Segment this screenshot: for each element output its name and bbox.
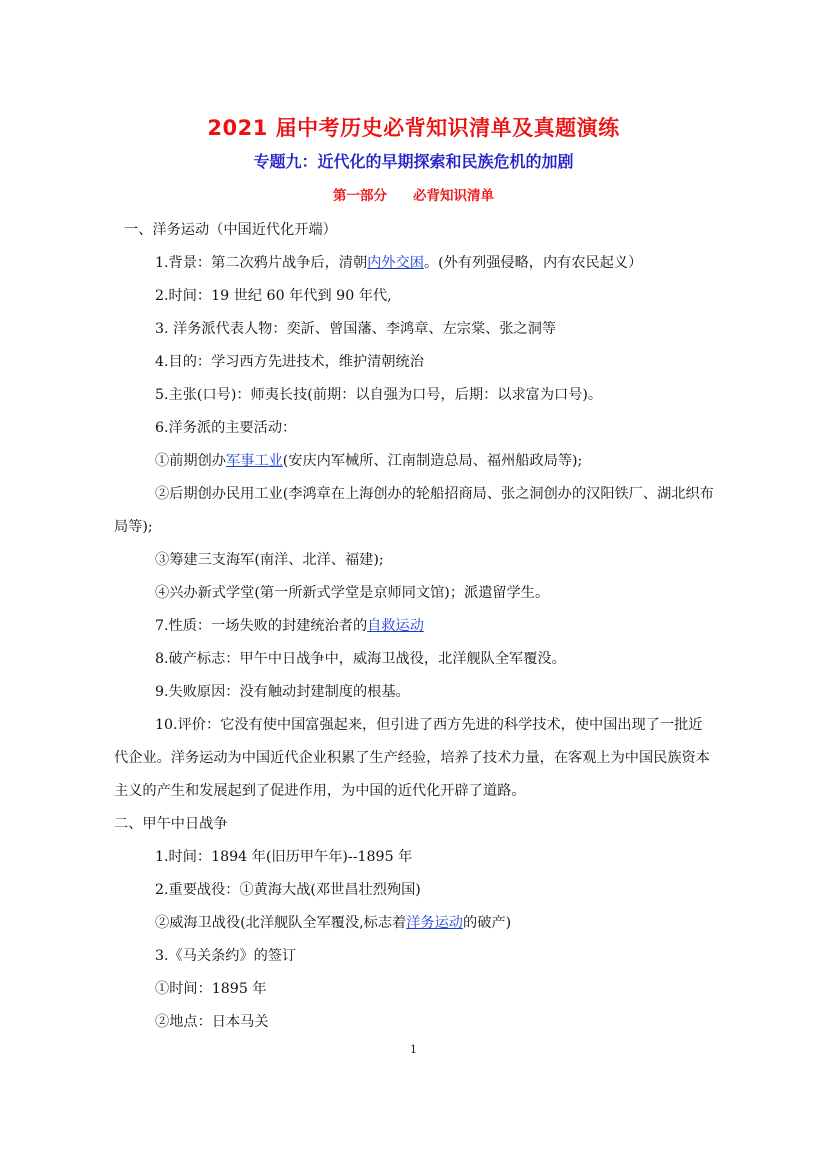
- page-number: 1: [410, 1043, 417, 1056]
- part-heading: [0, 184, 827, 204]
- list-item-schools: ④兴办新式学堂(第一所新式学堂是京师同文馆)；派遣留学生。: [155, 585, 550, 601]
- section-heading-1: 一、洋务运动（中国近代化开端）: [124, 222, 337, 238]
- text-span: (安庆内军械所、江南制造总局、福州船政局等);: [282, 453, 583, 469]
- paragraph-battles: 2.重要战役：①黄海大战(邓世昌壮烈殉国): [155, 882, 421, 898]
- link-neiwai-jiaokun[interactable]: 内外交困: [367, 255, 424, 271]
- paragraph-war-time: 1.时间：1894 年(旧历甲午年)--1895 年: [155, 849, 413, 865]
- text-span: ①前期创办: [155, 453, 226, 469]
- text-span: 1.背景：第二次鸦片战争后，清朝: [155, 255, 368, 271]
- paragraph-treaty: 3.《马关条约》的签订: [155, 948, 297, 964]
- paragraph-nature: [114, 610, 714, 643]
- paragraph-time: 2.时间：19 世纪 60 年代到 90 年代,: [155, 288, 392, 304]
- text-span: ②威海卫战役(北洋舰队全军覆没,标志着: [155, 915, 407, 931]
- list-item-military-industry: [114, 445, 714, 478]
- paragraph-activities: 6.洋务派的主要活动：: [155, 420, 297, 436]
- part-label: 第一部分: [333, 188, 387, 204]
- link-self-rescue[interactable]: 自救运动: [367, 618, 424, 634]
- document-subtitle: 专题九：近代化的早期探索和民族危机的加剧: [253, 152, 574, 171]
- paragraph-evaluation: 10.评价：它没有使中国富强起来，但引进了西方先进的科学技术，使中国出现了一批近代企业。洋务运动为中国近代企业积累了生产经验，培养了技术力量，在客观上为中国民族资本主义的产生和发展起到了促进作用，为中国的近代化开辟了道路。: [114, 717, 710, 799]
- link-military-industry[interactable]: 军事工业: [225, 453, 283, 469]
- paragraph-representatives: 3. 洋务派代表人物：奕訢、曾国藩、李鸿章、左宗棠、张之洞等: [155, 321, 557, 337]
- paragraph-slogan: 5.主张(口号)：师夷长技(前期：以自强为口号，后期：以求富为口号)。: [155, 387, 603, 403]
- text-span: 的破产): [463, 915, 512, 931]
- paragraph-background: [114, 247, 714, 280]
- paragraph-failure-reason: 9.失败原因：没有触动封建制度的根基。: [155, 684, 410, 700]
- paragraph-bankruptcy: 8.破产标志：甲午中日战争中，威海卫战役，北洋舰队全军覆没。: [155, 651, 566, 667]
- part-title: 必背知识清单: [413, 188, 494, 204]
- paragraph-weihaiwei: [114, 907, 714, 940]
- paragraph-treaty-time: ①时间：1895 年: [155, 981, 267, 997]
- text-span: 7.性质：一场失败的封建统治者的: [155, 618, 368, 634]
- paragraph-treaty-place: ②地点：日本马关: [155, 1014, 269, 1030]
- document-title: 2021 届中考历史必背知识清单及真题演练: [207, 116, 620, 140]
- list-item-civil-industry: ②后期创办民用工业(李鸿章在上海创办的轮船招商局、张之洞创办的汉阳铁厂、湖北织布局等);: [114, 486, 714, 535]
- text-span: 。(外有列强侵略，内有农民起义）: [423, 255, 643, 271]
- paragraph-purpose: 4.目的：学习西方先进技术，维护清朝统治: [155, 354, 424, 370]
- section-heading-2: 二、甲午中日战争: [114, 816, 228, 832]
- document-body: [114, 214, 714, 1039]
- list-item-navy: ③筹建三支海军(南洋、北洋、福建);: [155, 552, 384, 568]
- link-yangwu-movement[interactable]: 洋务运动: [406, 915, 463, 931]
